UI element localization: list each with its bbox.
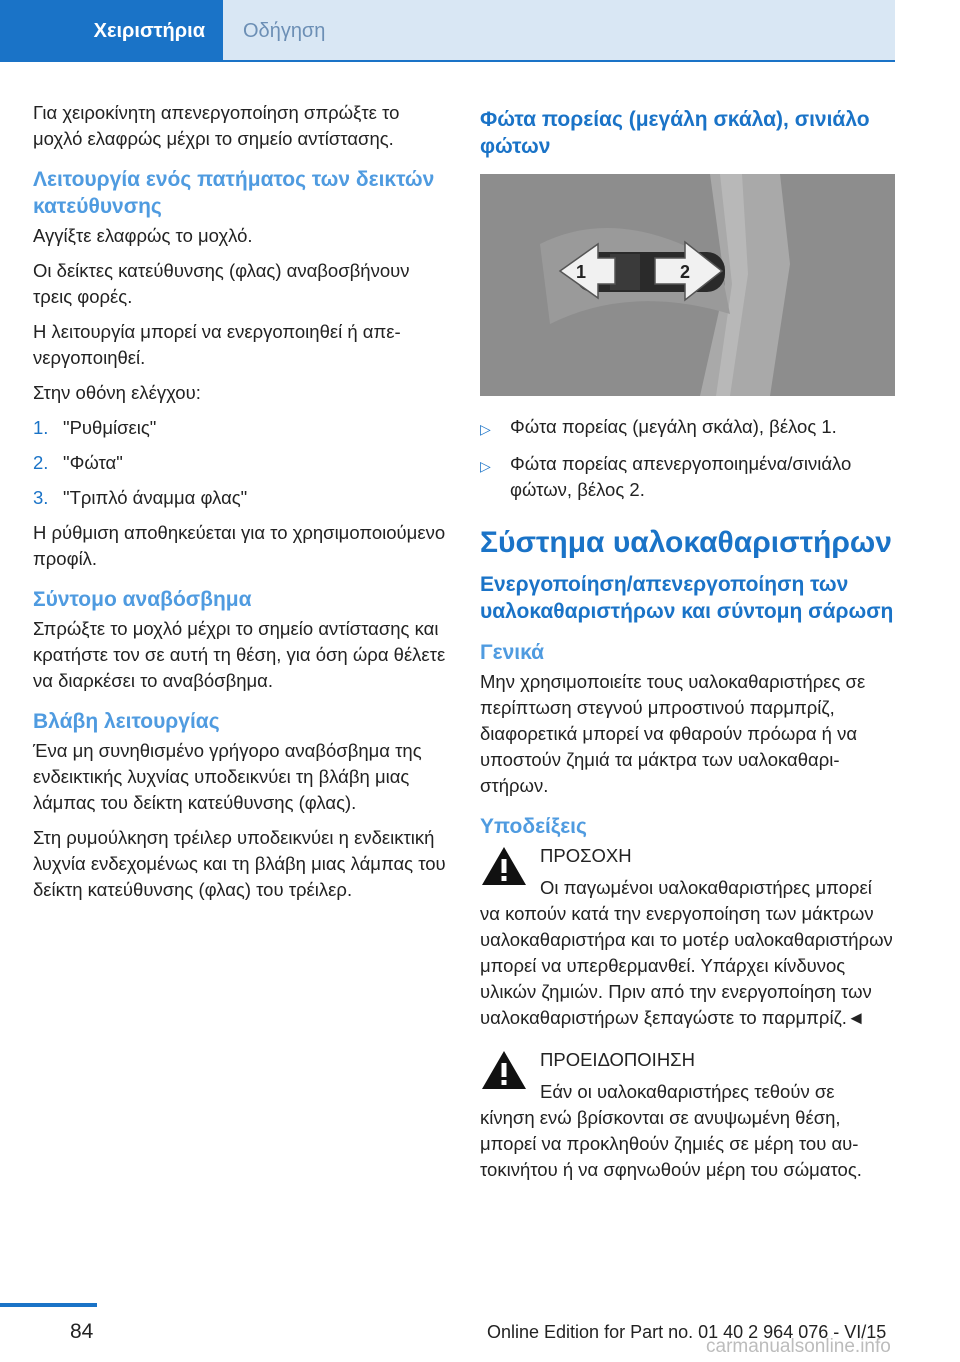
paragraph: Στην οθόνη ελέγχου: bbox=[33, 382, 201, 403]
heading-wiper-activation: Ενεργοποίηση/απενεργοποίηση των υαλοκαθαριστήρων και σύντομη σάρωση bbox=[480, 573, 894, 623]
list-item bbox=[33, 485, 448, 511]
step-number: 2. bbox=[33, 452, 49, 473]
paragraph: Σπρώξτε το μοχλό μέχρι το σημείο αντίστασης και κρατήστε τον σε αυτή τη θέση, για όση ώρα θέλετε να διαρκέσει το αναβόσβημα. bbox=[33, 618, 446, 691]
paragraph: Οι δείκτες κατεύθυνσης (φλας) αναβοσβήνουν τρεις φορές. bbox=[33, 260, 410, 307]
list-item bbox=[480, 414, 895, 442]
right-column bbox=[480, 100, 895, 1199]
paragraph: Μην χρησιμοποιείτε τους υαλοκαθαριστήρες σε περίπτωση στεγνού μπροστινού παρμπρίζ, διαφορετικά μπορεί να φθαρούν πρόωρα ή να υποστούν ζημιά τα μάκτρα των υαλοκαθαριστήρων. bbox=[480, 671, 866, 796]
triangle-bullet-icon: ▷ bbox=[480, 458, 491, 474]
paragraph: Ένα μη συνηθισμένο γρήγορο αναβόσβημα της ενδεικτικής λυχνίας υποδεικνύει τη βλάβη μιας λάμπας του δείκτη κατεύθυνσης (φλας). bbox=[33, 740, 422, 813]
caution-notice bbox=[480, 843, 895, 1031]
paragraph: Αγγίξτε ελαφρώς το μοχλό. bbox=[33, 225, 253, 246]
step-text: "Ρυθμίσεις" bbox=[63, 417, 157, 438]
warning-text: κίνηση ενώ βρίσκονται σε ανυψωμένη θέση, μπορεί να προκληθούν ζημιές σε μέρη του αυτοκινήτου ή να σφηνωθούν μέρη του σώματος. bbox=[480, 1107, 862, 1180]
lever-diagram-image bbox=[480, 174, 895, 396]
arrow-label-2: 2 bbox=[680, 262, 691, 282]
step-number: 1. bbox=[33, 417, 49, 438]
tab-underline bbox=[223, 60, 895, 62]
arrow-list bbox=[480, 414, 895, 503]
heading-short-flash: Σύντομο αναβόσβημα bbox=[33, 588, 252, 611]
footer-accent-bar bbox=[0, 1303, 97, 1307]
caution-title: ΠΡΟΣΟΧΗ bbox=[540, 845, 632, 866]
list-item bbox=[33, 450, 448, 476]
page-number: 84 bbox=[70, 1320, 94, 1343]
lever-illustration bbox=[480, 174, 895, 396]
list-item bbox=[480, 451, 895, 503]
left-column bbox=[33, 100, 448, 912]
step-text: "Τριπλό άναμμα φλας" bbox=[63, 487, 248, 508]
intro-text: Για χειροκίνητη απενεργοποίηση σπρώξτε το μοχλό ελαφρώς μέχρι το σημείο αντίστασης. bbox=[33, 102, 400, 149]
paragraph: Η λειτουργία μπορεί να ενεργοποιηθεί ή απενεργοποιηθεί. bbox=[33, 321, 401, 368]
tab-controls[interactable]: Χειριστήρια bbox=[0, 0, 223, 62]
caution-first-line: Οι παγωμένοι υαλοκαθαριστήρες μπορεί bbox=[540, 877, 872, 898]
steps-list bbox=[33, 415, 448, 511]
heading-wiper-system: Σύστημα υαλοκαθαριστήρων bbox=[480, 526, 892, 559]
warning-triangle-icon bbox=[480, 1049, 528, 1091]
warning-first-line: Εάν οι υαλοκαθαριστήρες τεθούν σε bbox=[540, 1081, 835, 1102]
caution-text: να κοπούν κατά την ενεργοποίηση των μάκτρων υαλοκαθαριστήρα και το μοτέρ υαλοκαθαριστήρων μπορεί να υπερθερμανθεί. Υπάρχει κίνδυνος υλικών ζημιών. Πριν από την ενεργοποίηση των υαλοκαθαριστήρων ξεπαγώστε το παρμπρίζ.◄ bbox=[480, 903, 893, 1028]
triangle-bullet-icon: ▷ bbox=[480, 421, 491, 437]
watermark: carmanualsonline.info bbox=[706, 1336, 891, 1357]
tab-driving[interactable]: Οδήγηση bbox=[223, 0, 895, 62]
heading-general: Γενικά bbox=[480, 641, 545, 664]
bullet-text: Φώτα πορείας (μεγάλη σκάλα), βέλος 1. bbox=[510, 416, 837, 437]
step-text: "Φώτα" bbox=[63, 452, 123, 473]
heading-high-beam: Φώτα πορείας (μεγάλη σκάλα), σινιάλο φώτων bbox=[480, 108, 870, 158]
arrow-label-1: 1 bbox=[576, 262, 587, 282]
heading-malfunction: Βλάβη λειτουργίας bbox=[33, 710, 220, 733]
warning-triangle-icon bbox=[480, 845, 528, 887]
bullet-text: Φώτα πορείας απενεργοποιημένα/σινιάλο φώτων, βέλος 2. bbox=[510, 453, 852, 500]
heading-notes: Υποδείξεις bbox=[480, 815, 587, 838]
warning-notice bbox=[480, 1047, 895, 1183]
heading-one-touch: Λειτουργία ενός πατήματος των δεικτών κατεύθυνσης bbox=[33, 168, 435, 218]
list-item bbox=[33, 415, 448, 441]
step-number: 3. bbox=[33, 487, 49, 508]
paragraph: Στη ρυμούλκηση τρέιλερ υποδεικνύει η ενδεικτική λυχνία ενδεχομένως και τη βλάβη μιας λάμπας του δείκτη κατεύθυνσης (φλας) του τρέιλερ. bbox=[33, 827, 446, 900]
paragraph: Η ρύθμιση αποθηκεύεται για το χρησιμοποιούμενο προφίλ. bbox=[33, 522, 446, 569]
warning-title: ΠΡΟΕΙΔΟΠΟΙΗΣΗ bbox=[540, 1049, 695, 1070]
tab-bar bbox=[0, 0, 895, 62]
edition-text: Online Edition for Part no. 01 40 2 964 076 - VI/15 bbox=[487, 1322, 887, 1342]
